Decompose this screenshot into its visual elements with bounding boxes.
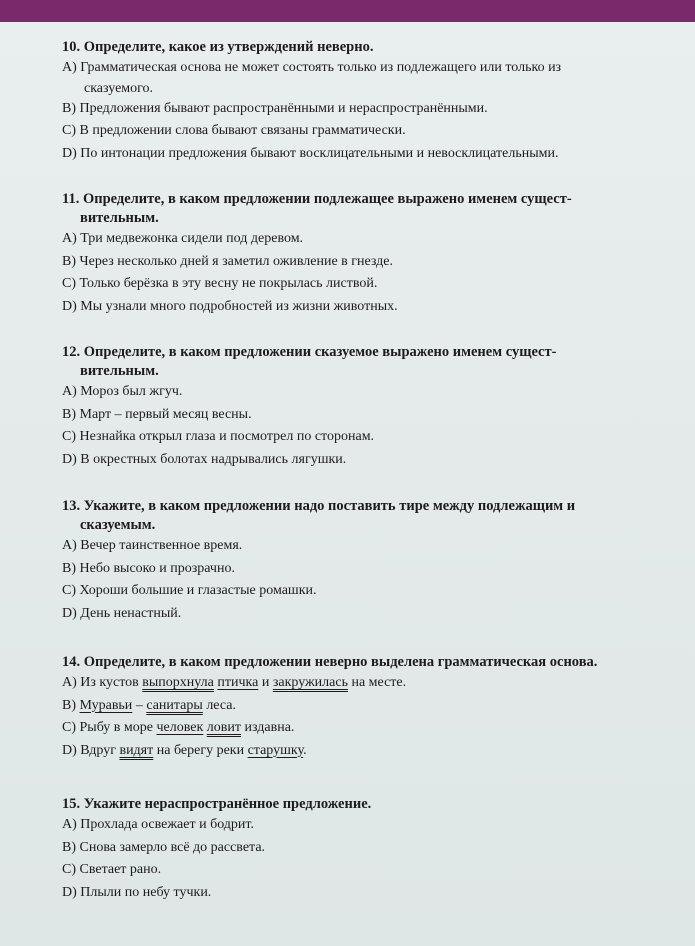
- question-13: [62, 497, 672, 625]
- option-b[interactable]: B) Предложения бывают распространёнными и нераспространёнными.: [62, 100, 488, 116]
- option-text: B): [62, 697, 80, 713]
- option-b[interactable]: B) Небо высоко и прозрачно.: [62, 560, 235, 576]
- option-c[interactable]: C) Только берёзка в эту весну не покрылась листвой.: [62, 276, 378, 291]
- option-d[interactable]: D) По интонации предложения бывают восклицательными и невосклицательными.: [62, 145, 559, 161]
- question-10: [62, 38, 672, 165]
- question-title-line-1: 13. Укажите, в каком предложении надо поставить тире между подлежащим и: [62, 498, 576, 514]
- option-c[interactable]: C) Светает рано.: [62, 862, 162, 877]
- underlined-subject: старушку: [247, 742, 304, 758]
- option-d[interactable]: D) В окрестных болотах надрывались лягушки.: [62, 451, 347, 467]
- question-title-line-2: вительным.: [80, 210, 159, 226]
- question-12: [62, 343, 672, 471]
- option-text: A) Из кустов: [62, 675, 143, 690]
- question-title-line-1: 11. Определите, в каком предложении подлежащее выражено именем сущест-: [62, 191, 572, 207]
- top-border-bar: [0, 0, 695, 22]
- option-b[interactable]: [62, 695, 672, 718]
- question-15: [62, 795, 672, 904]
- option-d[interactable]: D) День ненастный.: [62, 605, 182, 621]
- option-a[interactable]: A) Прохлада освежает и бодрит.: [62, 817, 254, 832]
- option-text: и: [258, 675, 273, 690]
- option-text: D) Вдруг: [62, 742, 120, 758]
- question-title: [62, 497, 672, 535]
- underlined-predicate: ловит: [206, 720, 241, 735]
- option-d[interactable]: D) Мы узнали много подробностей из жизни животных.: [62, 298, 398, 314]
- underlined-predicate: санитары: [146, 697, 203, 713]
- question-title: 10. Определите, какое из утверждений неверно.: [62, 39, 374, 55]
- option-text: на берегу реки: [153, 742, 248, 758]
- option-text-continued: сказуемого.: [84, 80, 154, 96]
- option-a[interactable]: A) Три медвежонка сидели под деревом.: [62, 231, 304, 246]
- option-b[interactable]: B) Март – первый месяц весны.: [62, 406, 252, 422]
- option-b[interactable]: B) Через несколько дней я заметил оживление в гнезде.: [62, 253, 394, 269]
- question-title: 15. Укажите нераспространённое предложение.: [62, 796, 372, 812]
- option-text: на месте.: [347, 675, 407, 690]
- underlined-predicate: выпорхнула: [142, 675, 214, 690]
- option-d[interactable]: [62, 740, 672, 763]
- option-d[interactable]: D) Плыли по небу тучки.: [62, 884, 212, 900]
- option-text: C) Рыбу в море: [62, 720, 157, 735]
- underlined-subject: птичка: [217, 675, 259, 690]
- option-c[interactable]: [62, 717, 672, 740]
- question-title-line-2: сказуемым.: [80, 517, 156, 533]
- option-c[interactable]: C) Незнайка открыл глаза и посмотрел по сторонам.: [62, 429, 375, 444]
- question-title-line-2: вительным.: [80, 363, 159, 379]
- question-title: [62, 190, 672, 228]
- underlined-subject: Муравьи: [79, 697, 133, 713]
- underlined-predicate: видят: [119, 742, 154, 758]
- question-title: 14. Определите, в каком предложении неверно выделена грамматическая основа.: [62, 654, 598, 670]
- option-c[interactable]: C) В предложении слова бывают связаны грамматически.: [62, 123, 406, 138]
- question-14: [62, 653, 672, 762]
- underlined-predicate: закружилась: [272, 675, 348, 690]
- option-text: –: [132, 697, 147, 713]
- option-text: издавна.: [240, 720, 295, 735]
- option-a[interactable]: A) Вечер таинственное время.: [62, 538, 243, 553]
- option-a[interactable]: A) Мороз был жгуч.: [62, 384, 183, 399]
- question-11: [62, 190, 672, 318]
- option-text: .: [303, 742, 307, 758]
- question-title-line-1: 12. Определите, в каком предложении сказуемое выражено именем сущест-: [62, 344, 557, 360]
- option-text: леса.: [202, 697, 236, 713]
- option-c[interactable]: C) Хороши большие и глазастые ромашки.: [62, 583, 317, 598]
- question-title: [62, 343, 672, 381]
- underlined-subject: человек: [156, 720, 204, 735]
- option-b[interactable]: B) Снова замерло всё до рассвета.: [62, 839, 266, 855]
- option-a[interactable]: [62, 57, 672, 98]
- option-a[interactable]: [62, 672, 672, 695]
- option-text: A) Грамматическая основа не может состоять только из подлежащего или только из: [62, 60, 562, 75]
